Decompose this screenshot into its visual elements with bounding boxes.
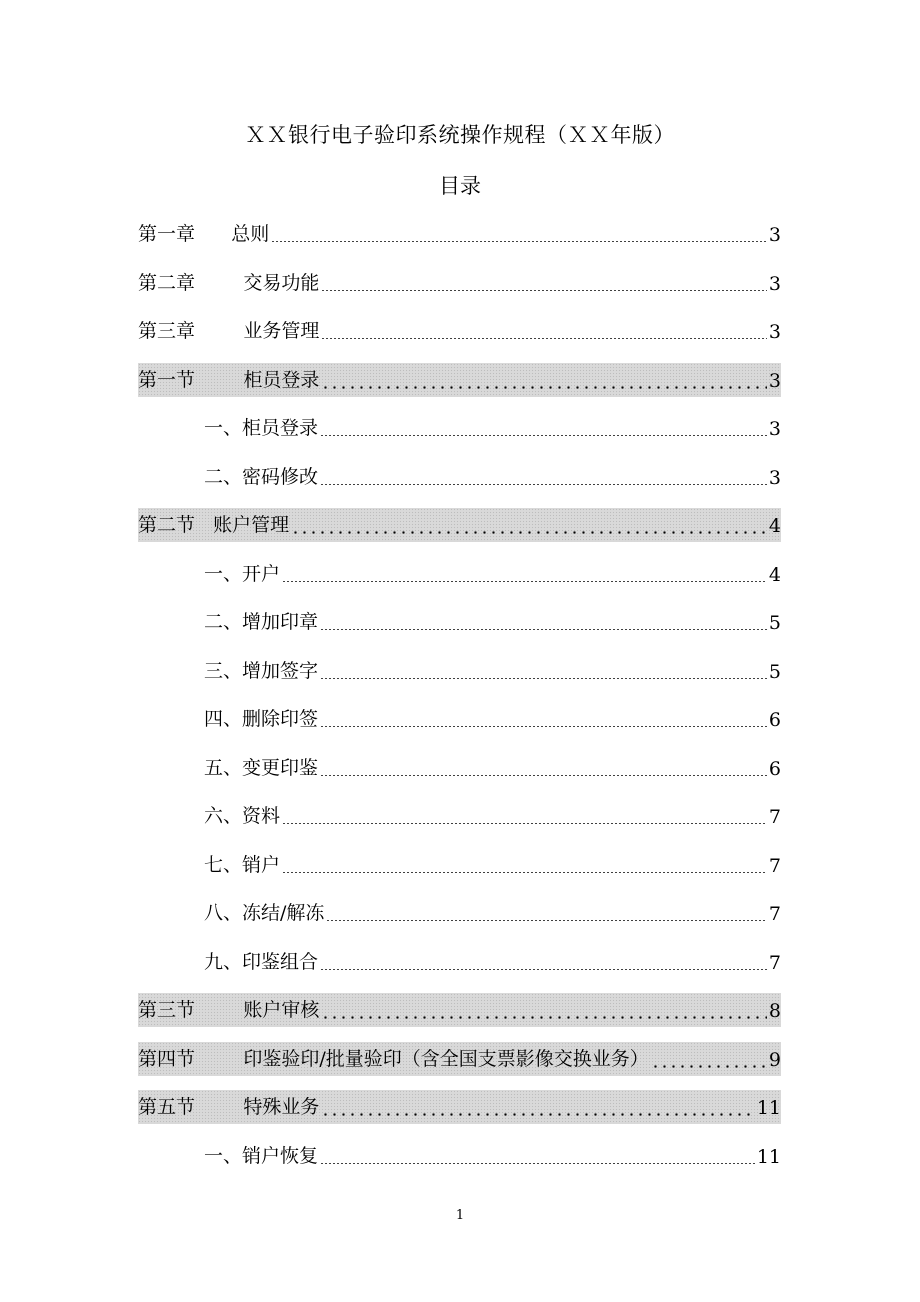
toc-entry-page: 4	[768, 563, 781, 586]
toc-entry-number: 九、	[204, 950, 243, 973]
toc-entry-page: 6	[768, 709, 781, 732]
dot-leader	[321, 1113, 754, 1116]
toc-entry-page: 7	[768, 903, 781, 926]
dot-leader	[651, 1065, 767, 1068]
toc-entry-section[interactable]	[138, 307, 781, 356]
toc-entry-line	[138, 654, 781, 688]
document-title: ＸＸ银行电子验印系统操作规程（ＸＸ年版）	[245, 123, 675, 147]
toc-entry-page: 8	[768, 1000, 781, 1023]
toc-entry-line	[138, 799, 781, 833]
toc-entry-gap	[195, 224, 231, 246]
toc-entry-section[interactable]	[138, 986, 781, 1035]
toc-entry-title: 业务管理	[243, 320, 320, 343]
toc-heading: 目录	[439, 174, 481, 198]
toc-entry-number: 一、	[204, 1144, 243, 1167]
toc-entry-line	[138, 993, 781, 1027]
dot-leader	[282, 872, 767, 873]
toc-entry-subsection[interactable]	[138, 744, 781, 793]
toc-entry-subsection[interactable]	[138, 889, 781, 938]
toc-entry-subsection[interactable]	[138, 647, 781, 696]
dot-leader	[320, 969, 767, 970]
toc-entry-gap	[195, 273, 243, 295]
toc-entry-line	[138, 1139, 781, 1173]
dot-leader	[320, 775, 767, 776]
dot-leader	[320, 484, 767, 485]
toc-entry-page: 3	[768, 224, 781, 247]
dot-leader	[320, 629, 767, 630]
dot-leader	[320, 435, 767, 436]
toc-entry-section[interactable]	[138, 501, 781, 550]
toc-entry-title: 印鉴验印/批量验印（含全国支票影像交换业务）	[243, 1047, 649, 1070]
toc-entry-line	[138, 460, 781, 494]
toc-entry-line	[138, 605, 781, 639]
dot-leader	[320, 678, 767, 679]
dot-leader	[282, 581, 767, 582]
toc-entry-page: 3	[768, 321, 781, 344]
toc-entry-number: 七、	[204, 853, 243, 876]
dot-leader	[321, 290, 767, 291]
toc-entry-subsection[interactable]	[138, 598, 781, 647]
toc-entry-title: 账户管理	[213, 514, 290, 537]
toc-entry-title: 变更印鉴	[242, 756, 319, 779]
toc-entry-subsection[interactable]	[138, 841, 781, 890]
toc-entry-page: 11	[756, 1145, 781, 1168]
toc-entry-line	[138, 1090, 781, 1124]
toc-entry-title: 增加签字	[242, 659, 319, 682]
dot-leader	[271, 241, 767, 242]
dot-leader	[321, 1016, 767, 1019]
dot-leader	[320, 726, 767, 727]
toc-entry-page: 11	[756, 1097, 781, 1120]
toc-entry-line	[138, 702, 781, 736]
toc-entry-section[interactable]	[138, 1035, 781, 1084]
toc-entry-section[interactable]	[138, 1083, 781, 1132]
toc-entry-gap	[195, 1097, 243, 1119]
toc-entry-title: 销户恢复	[242, 1144, 319, 1167]
toc-entry-gap	[195, 321, 243, 343]
toc-entry-number: 八、	[204, 902, 243, 925]
toc-entry-line	[138, 411, 781, 445]
toc-entry-page: 4	[768, 515, 781, 538]
toc-entry-number: 三、	[204, 659, 243, 682]
toc-entry-title: 账户审核	[243, 999, 320, 1022]
toc-entry-page: 7	[768, 854, 781, 877]
dot-leader	[320, 1163, 755, 1164]
toc-entry-subsection[interactable]	[138, 938, 781, 987]
toc-entry-number: 第一章	[138, 223, 196, 246]
toc-entry-page: 7	[768, 951, 781, 974]
toc-entry-line	[138, 848, 781, 882]
toc-entry-page: 3	[768, 466, 781, 489]
toc-entry-number: 第三章	[138, 320, 196, 343]
toc-entry-title: 删除印签	[242, 708, 319, 731]
toc-entry-number: 五、	[204, 756, 243, 779]
toc-entry-title: 冻结/解冻	[242, 902, 325, 925]
toc-entry-page: 6	[768, 757, 781, 780]
toc-entry-title: 密码修改	[242, 465, 319, 488]
toc-entry-page: 3	[768, 418, 781, 441]
toc-entry-number: 二、	[204, 611, 243, 634]
toc-entry-gap	[195, 1000, 243, 1022]
toc-entry-line	[138, 508, 781, 542]
toc-entry-title: 总则	[231, 223, 270, 246]
toc-entry-number: 第二节	[138, 514, 196, 537]
toc-entry-line	[138, 1042, 781, 1076]
toc-entry-number: 四、	[204, 708, 243, 731]
toc-entry-subsection[interactable]	[138, 550, 781, 599]
toc-entry-line	[138, 751, 781, 785]
dot-leader	[321, 338, 767, 339]
toc-entry-line	[138, 217, 781, 251]
toc-entry-number: 第四节	[138, 1047, 196, 1070]
dot-leader	[291, 531, 767, 534]
toc-entry-page: 9	[768, 1048, 781, 1071]
toc-entry-title: 资料	[242, 805, 281, 828]
toc-entry-title: 特殊业务	[243, 1096, 320, 1119]
toc-entry-number: 第三节	[138, 999, 196, 1022]
toc-entry-line	[138, 945, 781, 979]
dot-leader	[282, 823, 767, 824]
toc-entry-line	[138, 314, 781, 348]
toc-entry-section[interactable]	[138, 210, 781, 259]
toc-entry-line	[138, 896, 781, 930]
toc-entry-number: 第五节	[138, 1096, 196, 1119]
dot-leader	[326, 920, 766, 921]
toc-entry-number: 第一节	[138, 368, 196, 391]
toc-entry-gap	[195, 370, 243, 392]
toc-entry-section[interactable]	[138, 356, 781, 405]
toc-entry-page: 5	[768, 612, 781, 635]
toc-entry-page: 7	[768, 806, 781, 829]
toc-entry-number: 六、	[204, 805, 243, 828]
toc-entry-title: 销户	[242, 853, 281, 876]
dot-leader	[321, 386, 767, 389]
toc-entry-title: 增加印章	[242, 611, 319, 634]
toc-entry-subsection[interactable]	[138, 1132, 781, 1181]
toc-entry-subsection[interactable]	[138, 695, 781, 744]
toc-entry-number: 第二章	[138, 271, 196, 294]
toc-entry-title: 交易功能	[243, 271, 320, 294]
toc-entry-subsection[interactable]	[138, 453, 781, 502]
toc-entry-gap	[195, 515, 213, 537]
page-number: 1	[455, 1208, 465, 1223]
toc-entry-title: 开户	[242, 562, 281, 585]
toc-entry-number: 二、	[204, 465, 243, 488]
toc-entry-number: 一、	[204, 562, 243, 585]
toc-entry-subsection[interactable]	[138, 792, 781, 841]
toc-entry-line	[138, 363, 781, 397]
toc-entry-title: 印鉴组合	[242, 950, 319, 973]
toc-entry-page: 5	[768, 660, 781, 683]
toc-entry-page: 3	[768, 369, 781, 392]
table-of-contents	[138, 210, 781, 1180]
toc-entry-number: 一、	[204, 417, 243, 440]
toc-entry-page: 3	[768, 272, 781, 295]
toc-entry-gap	[195, 1049, 243, 1071]
toc-entry-title: 柜员登录	[242, 417, 319, 440]
toc-entry-section[interactable]	[138, 259, 781, 308]
toc-entry-line	[138, 266, 781, 300]
toc-entry-line	[138, 557, 781, 591]
toc-entry-title: 柜员登录	[243, 368, 320, 391]
toc-entry-subsection[interactable]	[138, 404, 781, 453]
